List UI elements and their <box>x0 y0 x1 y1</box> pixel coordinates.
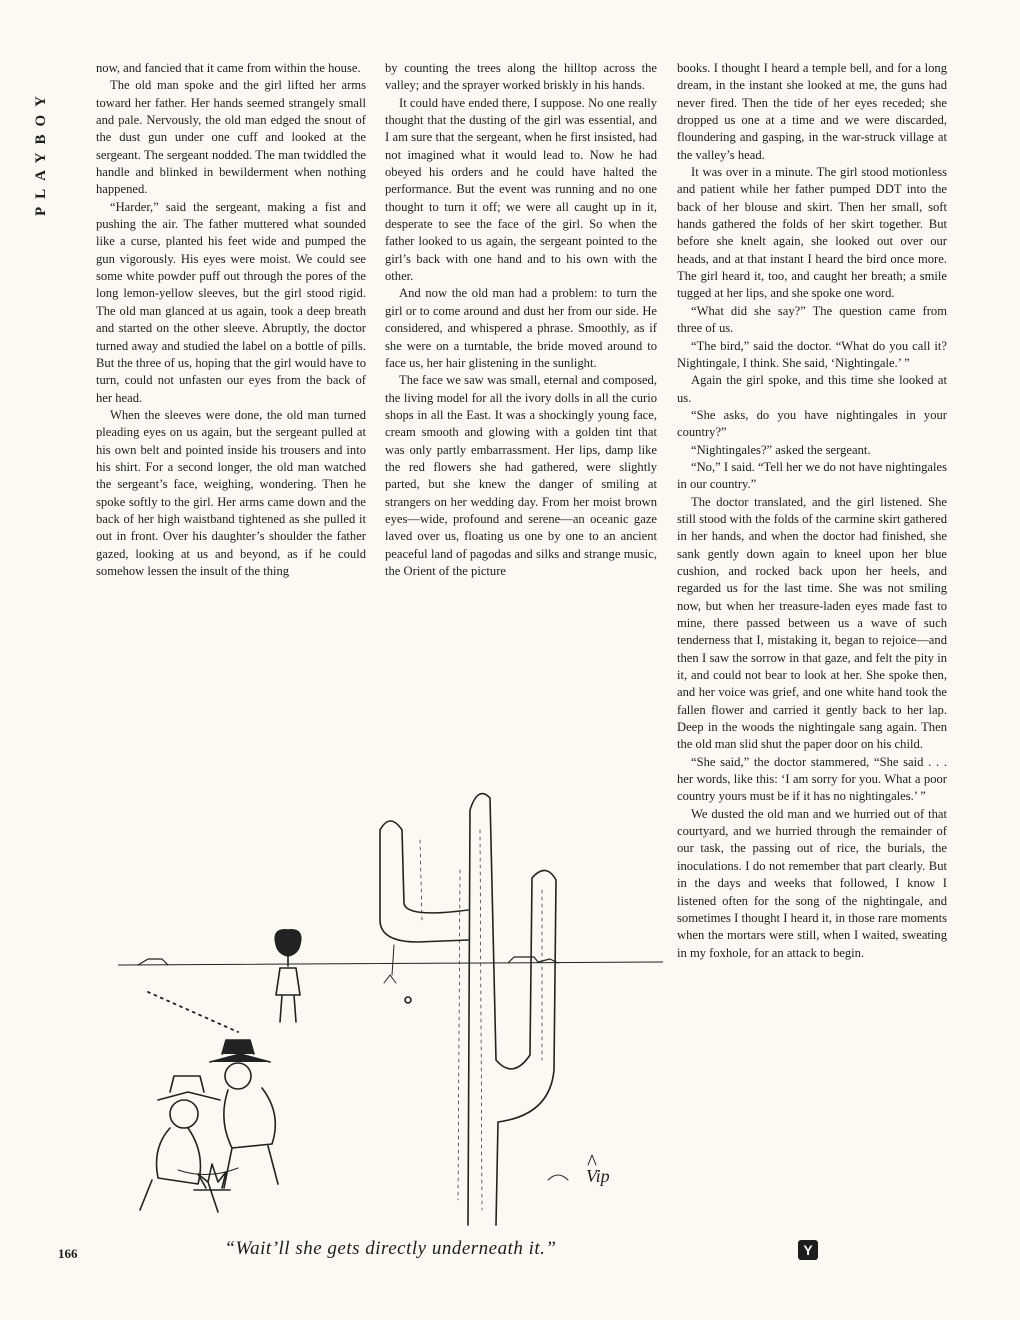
paragraph: It could have ended there, I suppose. No one really thought that the dusting of the girl was essential, and I am sure that the sergeant, when he first insisted, had not imagined what it would lead to. Now he had obeyed his orders and he could have halted the performance. But the event was running and no one thought to turn it off; we were all caught up in it, desperate to see the face of the girl. So when the father looked to us again, the sergeant pointed to the girl’s back with one hand and to his own with the other. <box>385 95 657 284</box>
text-column-2 <box>385 60 657 580</box>
paragraph: “Nightingales?” asked the sergeant. <box>691 442 871 457</box>
paragraph: “What did she say?” The question came from three of us. <box>677 303 947 336</box>
paragraph: We dusted the old man and we hurried out of that courtyard, and we hurried through the remainder of our task, the passing out of rice, the burials, the inoculations. I do not remember that part clearly. But in the days and weeks that followed, I know I listened often for the song of the nightingale, and sometimes I thought I heard it, in those rare moments when the mortars were still, when I waited, sweating in my foxhole, for an attack to begin. <box>677 806 947 960</box>
magazine-masthead: PLAYBOY <box>33 88 49 216</box>
paragraph: And now the old man had a problem: to turn the girl or to come around and dust her from our side. He considered, and whispered a phrase. Smoothly, as if she were on a turntable, the bride moved around to face us, her hair glistening in the sunlight. <box>385 286 657 370</box>
text-column-1 <box>96 60 366 580</box>
page-number: 166 <box>58 1246 78 1261</box>
paragraph: The doctor translated, and the girl listened. She still stood with the folds of the carmine skirt gathered in her hands, and when the doctor had finished, she sank gently down again to kneel upon her blue cushion, and rocked back upon her heels, and regarded us for the last time. She was not smiling now, but when her treasure-laden eyes made fast to mine, there passed between us a wave of such tenderness that I, mistaking it, began to rejoice—and then I saw the sorrow in that gaze, and felt the pity in it, and could not bear to look at her. She spoke then, and her voice was grief, and one white hand took the fallen flower and carried it gently back to her lap. Deep in the woods the nightingale sang again. Then the old man slid shut the paper door on his child. <box>677 494 947 752</box>
paragraph: When the sleeves were done, the old man turned pleading eyes on us again, but the sergeant pulled at his own belt and pointed inside his trousers and into his shirt. For a second longer, the old man watched the sergeant’s face, weighing, wondering. Then he spoke softly to the girl. Her arms came down and the back of her high waistband tightened as she pulled it out in front. Over his daughter’s shoulder the father gazed, looking at us and beyond, as if he could somehow lessen the insult of the thing <box>96 407 366 578</box>
end-mark-icon: Y <box>798 1240 818 1260</box>
saguaro-cactus <box>380 794 556 1225</box>
paragraph: Again the girl spoke, and this time she looked at us. <box>677 373 947 405</box>
artist-signature: Vip <box>586 1166 610 1186</box>
paragraph: The old man spoke and the girl lifted her arms toward her father. Her hands seemed strangely small and pale. Nervously, the old man edged the snout of the dust gun under one cuff and looked at the sergeant. The sergeant nodded. The man twiddled the handle and blinked in bewilderment when nothing happened. <box>96 78 366 197</box>
standing-girl-figure <box>275 930 301 1022</box>
cartoon-caption: “Wait’ll she gets directly underneath it.” <box>224 1238 557 1259</box>
paragraph: now, and fancied that it came from within the house. <box>96 61 361 75</box>
cartoon-illustration <box>118 770 663 1230</box>
paragraph: “The bird,” said the doctor. “What do you call it? Nightingale, I think. She said, ‘Nightingale.’ ” <box>677 338 947 370</box>
paragraph: It was over in a minute. The girl stood motionless and patient while her father pumped DDT into the back of her blouse and skirt. Then her small, soft hands gathered the folds of her skirt together. But before she knelt again, she looked out over our heads, and at that instant I heard the bird once more. The girl heard it, too, and caught her breath; a smile tugged at her lips, and she spoke one word. <box>677 165 947 301</box>
prospector-figures <box>140 1040 278 1212</box>
paragraph: by counting the trees along the hilltop across the valley; and the sprayer worked briskly in his hands. <box>385 61 657 93</box>
paragraph: “She asks, do you have nightingales in your country?” <box>677 407 947 440</box>
horizon-line <box>118 962 663 965</box>
footprint-trail <box>148 992 238 1032</box>
paragraph: “No,” I said. “Tell her we do not have nightingales in our country.” <box>677 459 947 492</box>
paragraph: The face we saw was small, eternal and composed, the living model for all the ivory dolls in all the curio shops in all the East. It was a shockingly young face, cream smooth and glowing with a golden tint that was only partly embarrassment. Her lips, damp like the red flowers she had gathered, were slightly parted, but she knew the danger of smiling at strangers on her wedding day. From her moist brown eyes—wide, profound and serene—an oceanic gaze laved over us, floating us one by one to an ancient peaceful land of pagodas and silks and strange music, the Orient of the picture <box>385 373 657 578</box>
paragraph: “She said,” the doctor stammered, “She said . . . her words, like this: ‘I am sorry for you. What a poor country yours must be if it has no nightingales.’ ” <box>677 754 947 804</box>
paragraph: “Harder,” said the sergeant, making a fist and pushing the air. The father muttered what sounded like a curse, planted his feet wide and pumped the gun vigorously. His eyes were moist. We could see some white powder puff out through the pores of the long lemon-yellow sleeves, but the girl stood rigid. The old man glanced at us again, took a deep breath and started on the other sleeve. Abruptly, the doctor turned away and studied the label on a bottle of pills. But the three of us, hoping that the girl would have to turn, could not unfasten our eyes from the back of her head. <box>96 199 367 405</box>
text-column-3 <box>677 60 947 962</box>
paragraph: books. I thought I heard a temple bell, and for a long dream, in the instant she looked at me, the guns had never fired. Then the tide of her eyes receded; she dropped us one at a time and we were discarded, floundering and gasping, in the war-struck village at the valley’s head. <box>677 61 947 162</box>
